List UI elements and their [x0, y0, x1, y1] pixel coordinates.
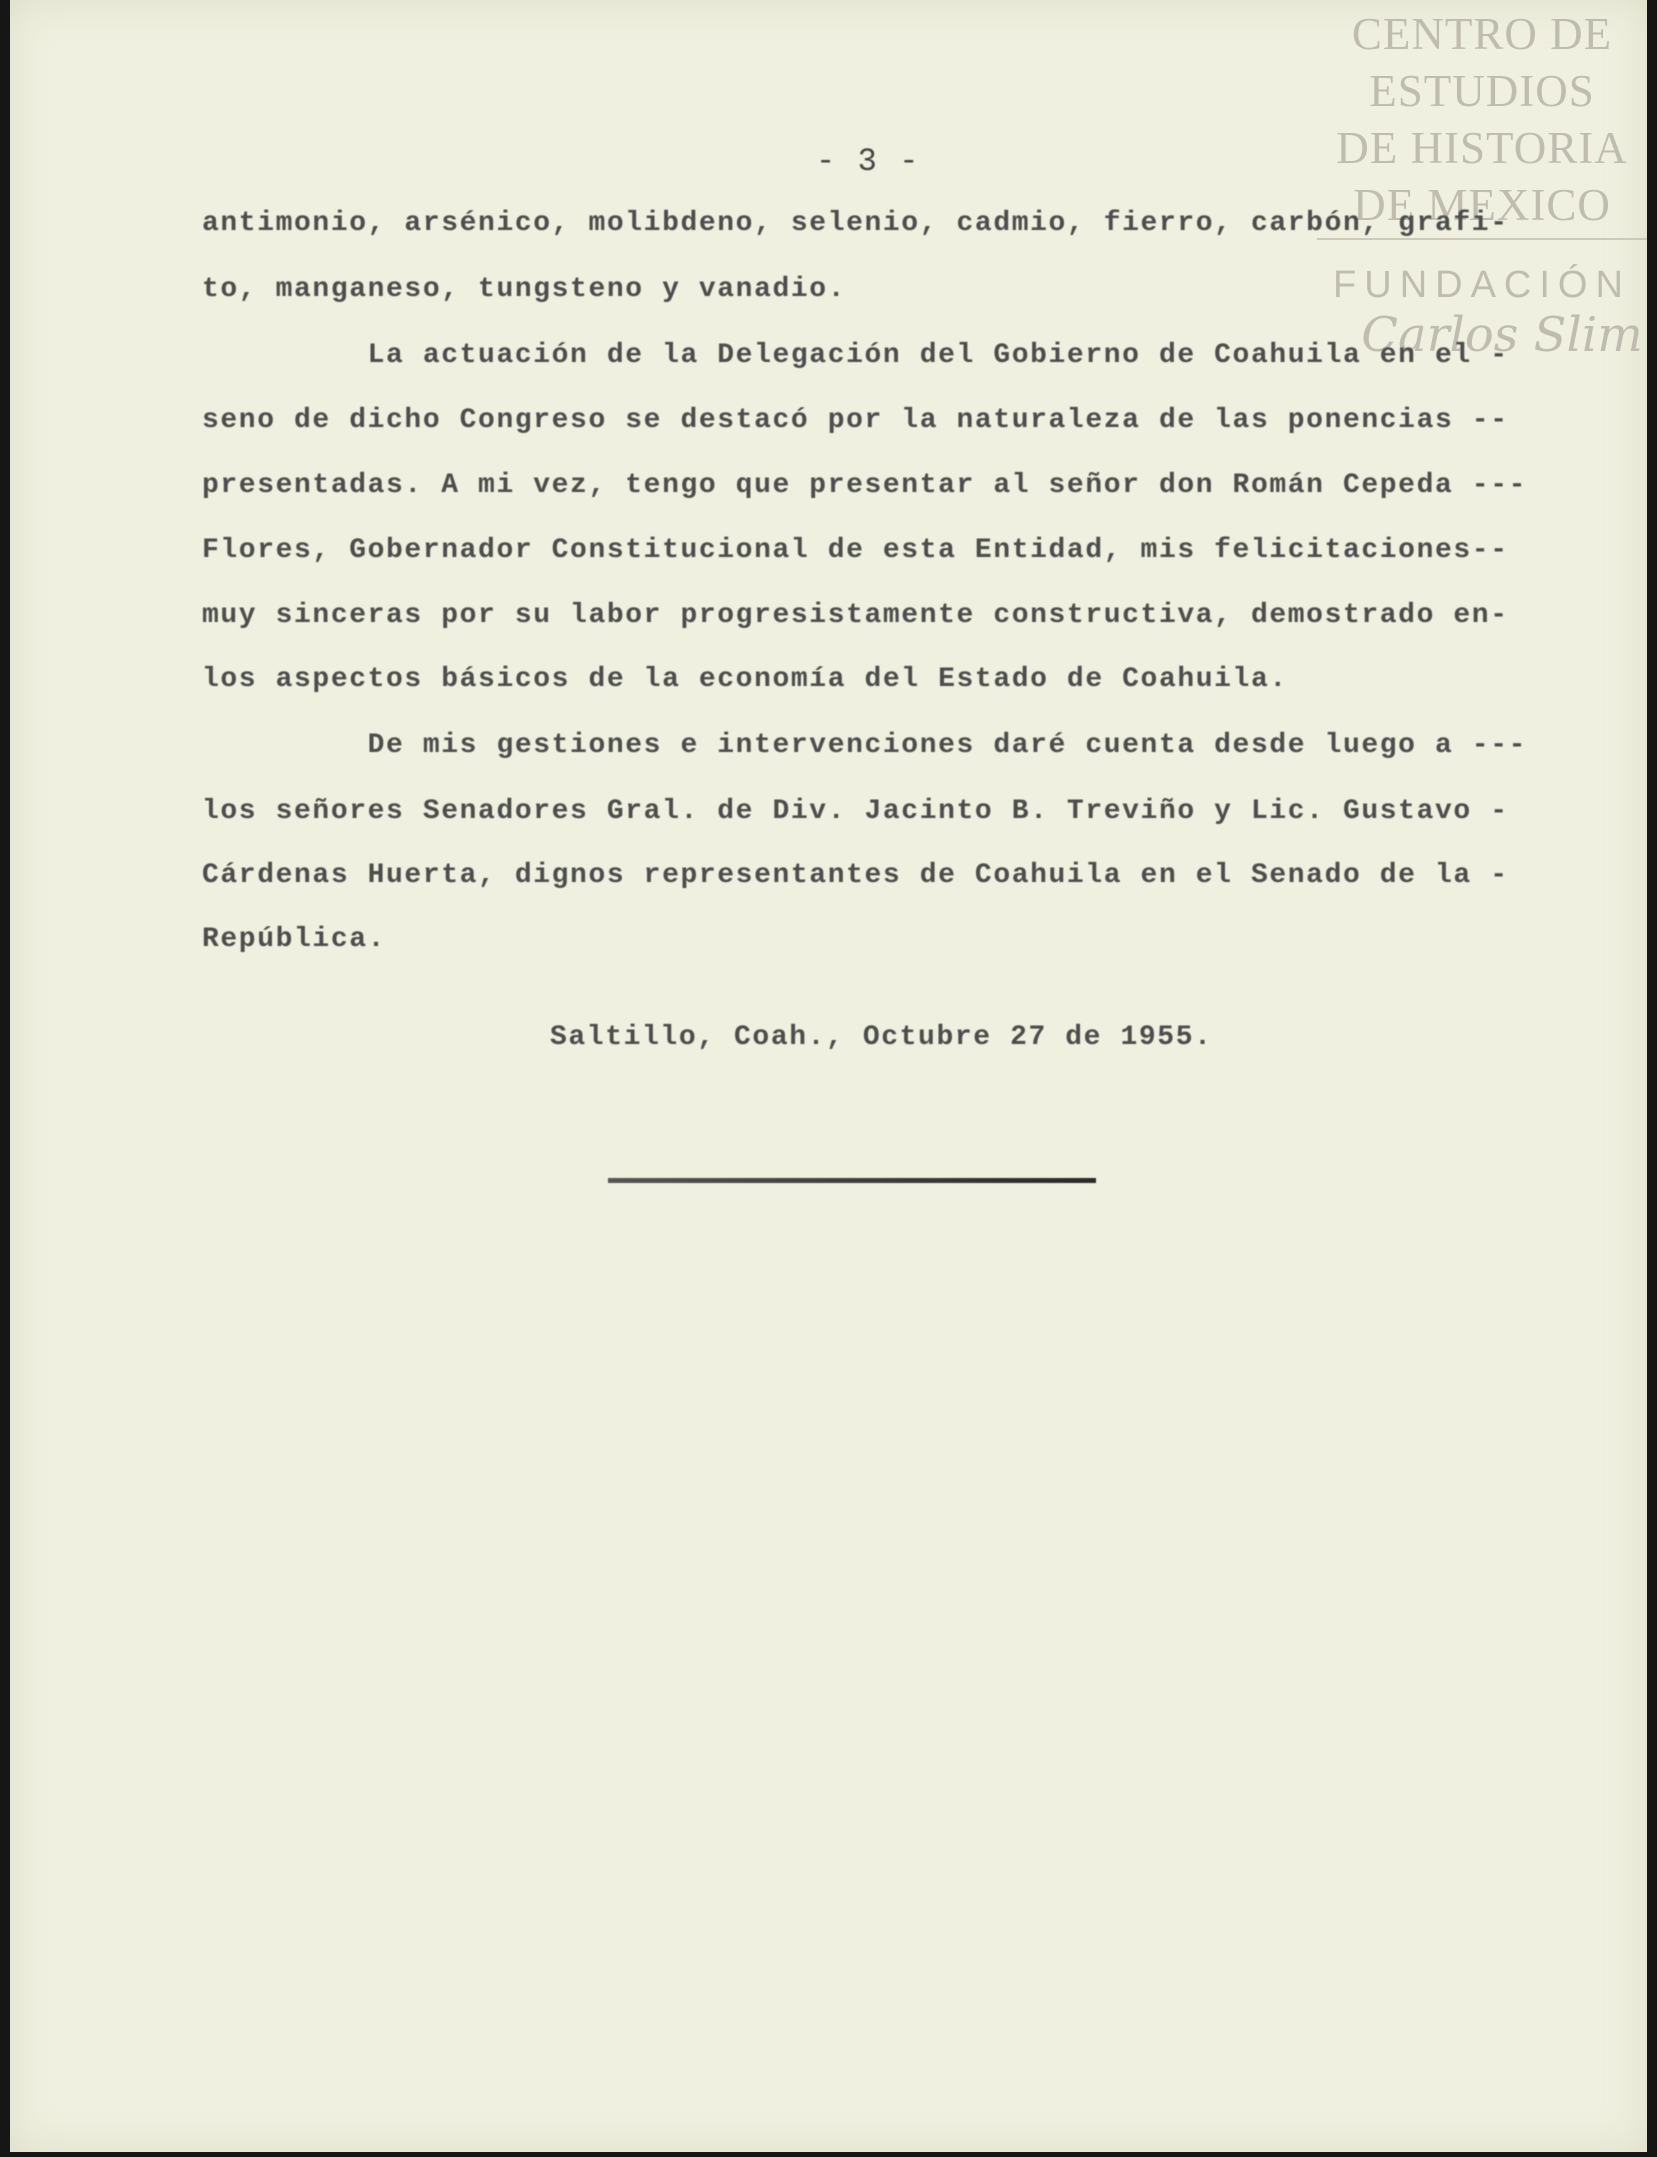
document-page — [10, 0, 1647, 2152]
page-number: - 3 - — [816, 143, 921, 180]
watermark-line: ESTUDIOS — [1369, 66, 1595, 116]
watermark-line: DE HISTORIA — [1336, 123, 1628, 173]
closing-divider — [608, 1178, 1096, 1183]
text-line: to, manganeso, tungsteno y vanadio. — [202, 274, 847, 305]
text-line: presentadas. A mi vez, tengo que presentar al señor don Román Cepeda --- — [202, 470, 1527, 501]
archive-watermark — [1317, 6, 1647, 363]
text-line: Cárdenas Huerta, dignos representantes de Coahuila en el Senado de la - — [202, 860, 1509, 891]
text-line: los señores Senadores Gral. de Div. Jacinto B. Treviño y Lic. Gustavo - — [202, 796, 1509, 827]
text-line: La actuación de la Delegación del Gobierno de Coahuila en el - — [202, 340, 1509, 371]
text-line: República. — [202, 924, 387, 955]
watermark-foundation: FUNDACIÓN — [1333, 264, 1631, 306]
closing-place-date: Saltillo, Coah., Octubre 27 de 1955. — [550, 1022, 1213, 1053]
text-line: seno de dicho Congreso se destacó por la naturaleza de las ponencias -- — [202, 405, 1509, 436]
text-line: De mis gestiones e intervenciones daré cuenta desde luego a --- — [202, 730, 1527, 761]
text-line: los aspectos básicos de la economía del Estado de Coahuila. — [202, 664, 1288, 695]
watermark-line: CENTRO DE — [1351, 9, 1613, 59]
text-line: Flores, Gobernador Constitucional de esta Entidad, mis felicitaciones-- — [202, 535, 1509, 566]
text-line: antimonio, arsénico, molibdeno, selenio, cadmio, fierro, carbón, grafi- — [202, 208, 1509, 239]
watermark-line: DE MEXICO — [1353, 180, 1611, 230]
watermark-signature: Carlos Slim — [1361, 307, 1643, 363]
text-line: muy sinceras por su labor progresistamente constructiva, demostrado en- — [202, 600, 1509, 631]
